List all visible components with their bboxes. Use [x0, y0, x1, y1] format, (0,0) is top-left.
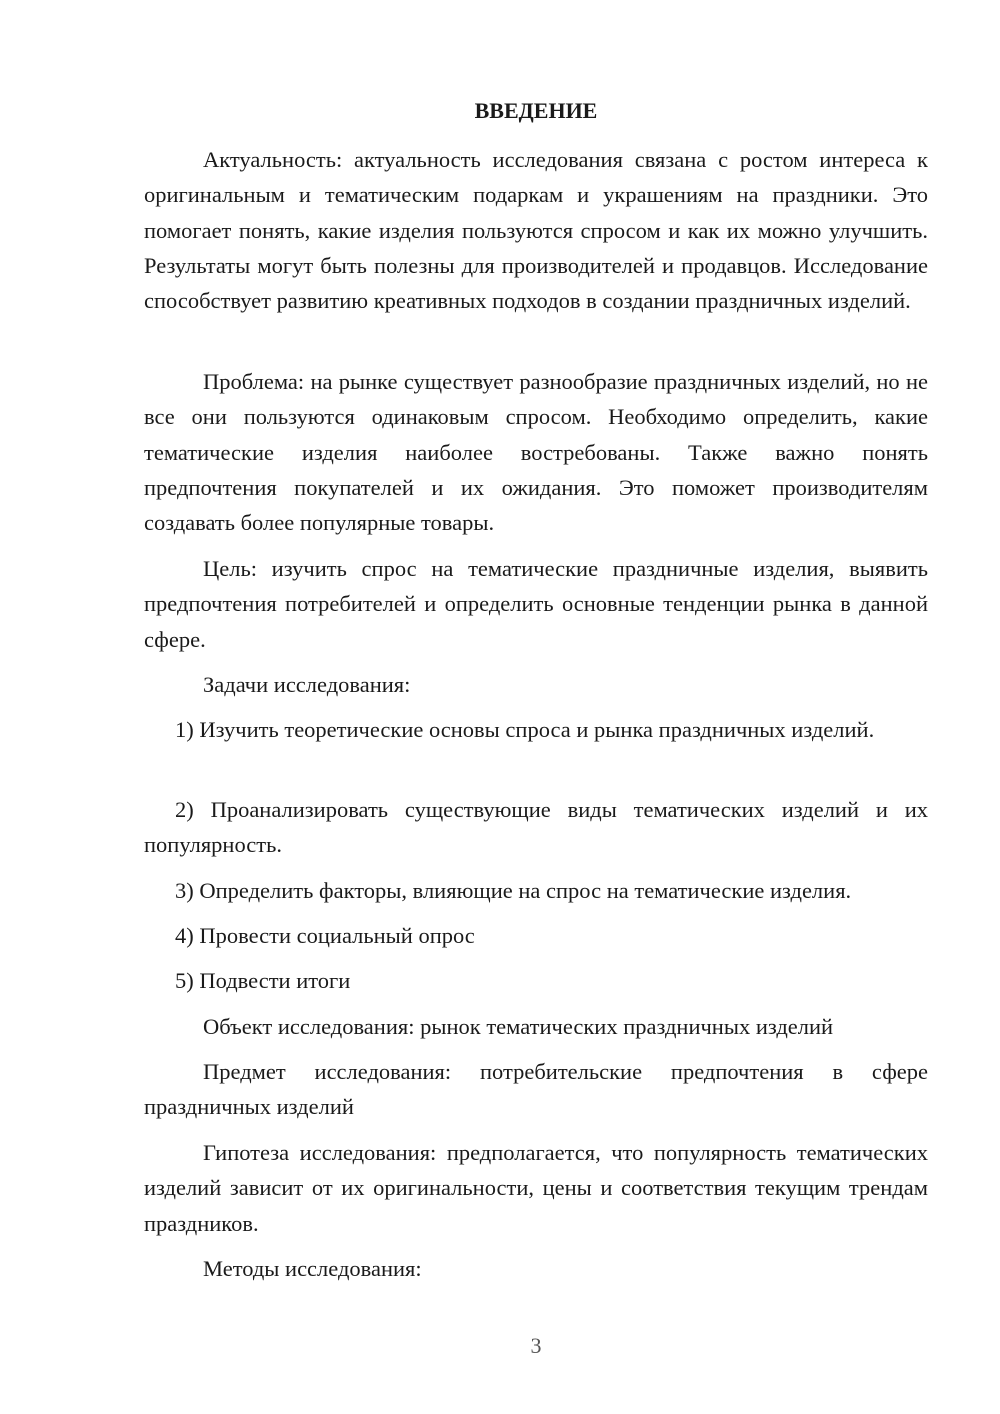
hypothesis-paragraph: Гипотеза исследования: предполагается, что популярность тематических изделий зависит от их оригинальности, цены и соответствия текущим трендам праздников.	[144, 1140, 928, 1236]
methods-heading: Методы исследования:	[203, 1256, 422, 1281]
task-item-2: 2) Проанализировать существующие виды тематических изделий и их популярность.	[144, 797, 928, 858]
page-number: 3	[530, 1333, 542, 1358]
problem-paragraph: Проблема: на рынке существует разнообразие праздничных изделий, но не все они пользуются одинаковым спросом. Необходимо определить, какие тематические изделия наиболее востребованы. Также важно понять предпочтения покупателей и их ожидания. Это поможет производителям создавать более популярные товары.	[144, 369, 928, 536]
tasks-heading: Задачи исследования:	[203, 672, 411, 697]
task-item-3: 3) Определить факторы, влияющие на спрос на тематические изделия.	[175, 878, 852, 903]
task-item-1: 1) Изучить теоретические основы спроса и рынка праздничных изделий.	[175, 717, 875, 742]
task-item-5: 5) Подвести итоги	[175, 968, 351, 993]
object-paragraph: Объект исследования: рынок тематических праздничных изделий	[203, 1014, 834, 1039]
page-title: ВВЕДЕНИЕ	[474, 98, 598, 123]
task-item-4: 4) Провести социальный опрос	[175, 923, 475, 948]
subject-paragraph: Предмет исследования: потребительские предпочтения в сфере праздничных изделий	[144, 1059, 928, 1120]
relevance-paragraph: Актуальность: актуальность исследования связана с ростом интереса к оригинальным и тематическим подаркам и украшениям на праздники. Это помогает понять, какие изделия пользуются спросом и как их можно улучшить. Результаты могут быть полезны для производителей и продавцов. Исследование способствует развитию креативных подходов в создании праздничных изделий.	[144, 147, 928, 314]
goal-paragraph: Цель: изучить спрос на тематические праздничные изделия, выявить предпочтения потребителей и определить основные тенденции рынка в данной сфере.	[144, 556, 928, 652]
